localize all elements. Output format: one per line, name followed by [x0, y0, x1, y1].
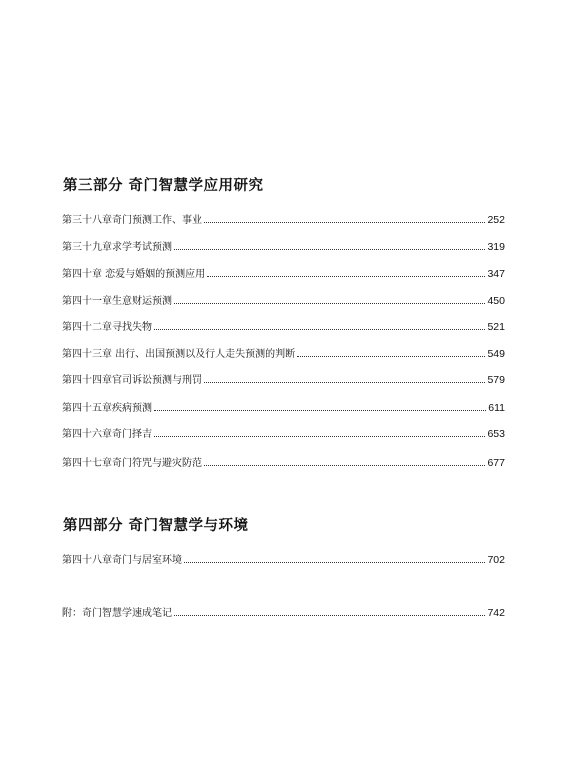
toc-entry-title: 附：奇门智慧学速成笔记: [62, 608, 172, 619]
toc-entry[interactable]: [62, 456, 505, 470]
toc-entry-page: 521: [487, 321, 505, 333]
toc-entry-page: 579: [487, 374, 505, 386]
toc-entry-title: 第四十七章奇门符咒与避灾防范: [62, 458, 202, 469]
toc-entry-appendix[interactable]: [62, 606, 505, 620]
toc-entry[interactable]: [62, 347, 505, 361]
part4-heading: 第四部分 奇门智慧学与环境: [63, 518, 249, 534]
dot-leader: [297, 347, 485, 357]
toc-entry-title: 第四十六章奇门择吉: [62, 429, 152, 440]
toc-entry-title: 第四十五章疾病预测: [62, 403, 152, 414]
dot-leader: [207, 267, 485, 277]
dot-leader: [154, 427, 485, 437]
toc-entry[interactable]: [62, 320, 505, 334]
toc-entry[interactable]: [62, 294, 505, 308]
toc-entry-page: 653: [487, 428, 505, 440]
dot-leader: [204, 213, 485, 223]
dot-leader: [154, 320, 485, 330]
dot-leader: [174, 240, 485, 250]
toc-entry-page: 549: [487, 348, 505, 360]
toc-entry-page: 677: [487, 457, 505, 469]
toc-entry-page: 702: [487, 554, 505, 566]
toc-entry-page: 450: [487, 295, 505, 307]
toc-entry[interactable]: [62, 553, 505, 567]
toc-entry-page: 611: [488, 402, 505, 414]
toc-entry-title: 第四十一章生意财运预测: [62, 296, 172, 307]
toc-entry-page: 319: [487, 241, 505, 253]
toc-entry-page: 252: [487, 214, 505, 226]
dot-leader: [174, 606, 485, 616]
dot-leader: [204, 373, 485, 383]
dot-leader: [204, 456, 485, 466]
toc-entry[interactable]: [62, 401, 505, 415]
toc-entry-title: 第四十三章 出行、出国预测以及行人走失预测的判断: [62, 349, 296, 360]
toc-entry-title: 第四十章 恋爱与婚姻的预测应用: [62, 269, 206, 280]
part3-heading: 第三部分 奇门智慧学应用研究: [63, 178, 264, 194]
toc-entry-title: 第三十九章求学考试预测: [62, 242, 172, 253]
dot-leader: [154, 401, 486, 411]
toc-entry[interactable]: [62, 427, 505, 441]
toc-entry-page: 742: [487, 607, 505, 619]
toc-entry[interactable]: [62, 267, 505, 281]
toc-entry[interactable]: [62, 213, 505, 227]
dot-leader: [174, 294, 485, 304]
toc-entry-page: 347: [487, 268, 505, 280]
dot-leader: [184, 553, 485, 563]
toc-entry-title: 第三十八章奇门预测工作、事业: [62, 215, 202, 226]
toc-entry-title: 第四十八章奇门与居室环境: [62, 555, 182, 566]
toc-entry[interactable]: [62, 240, 505, 254]
toc-entry[interactable]: [62, 373, 505, 387]
toc-entry-title: 第四十四章官司诉讼预测与刑罚: [62, 375, 202, 386]
toc-entry-title: 第四十二章寻找失物: [62, 322, 152, 333]
